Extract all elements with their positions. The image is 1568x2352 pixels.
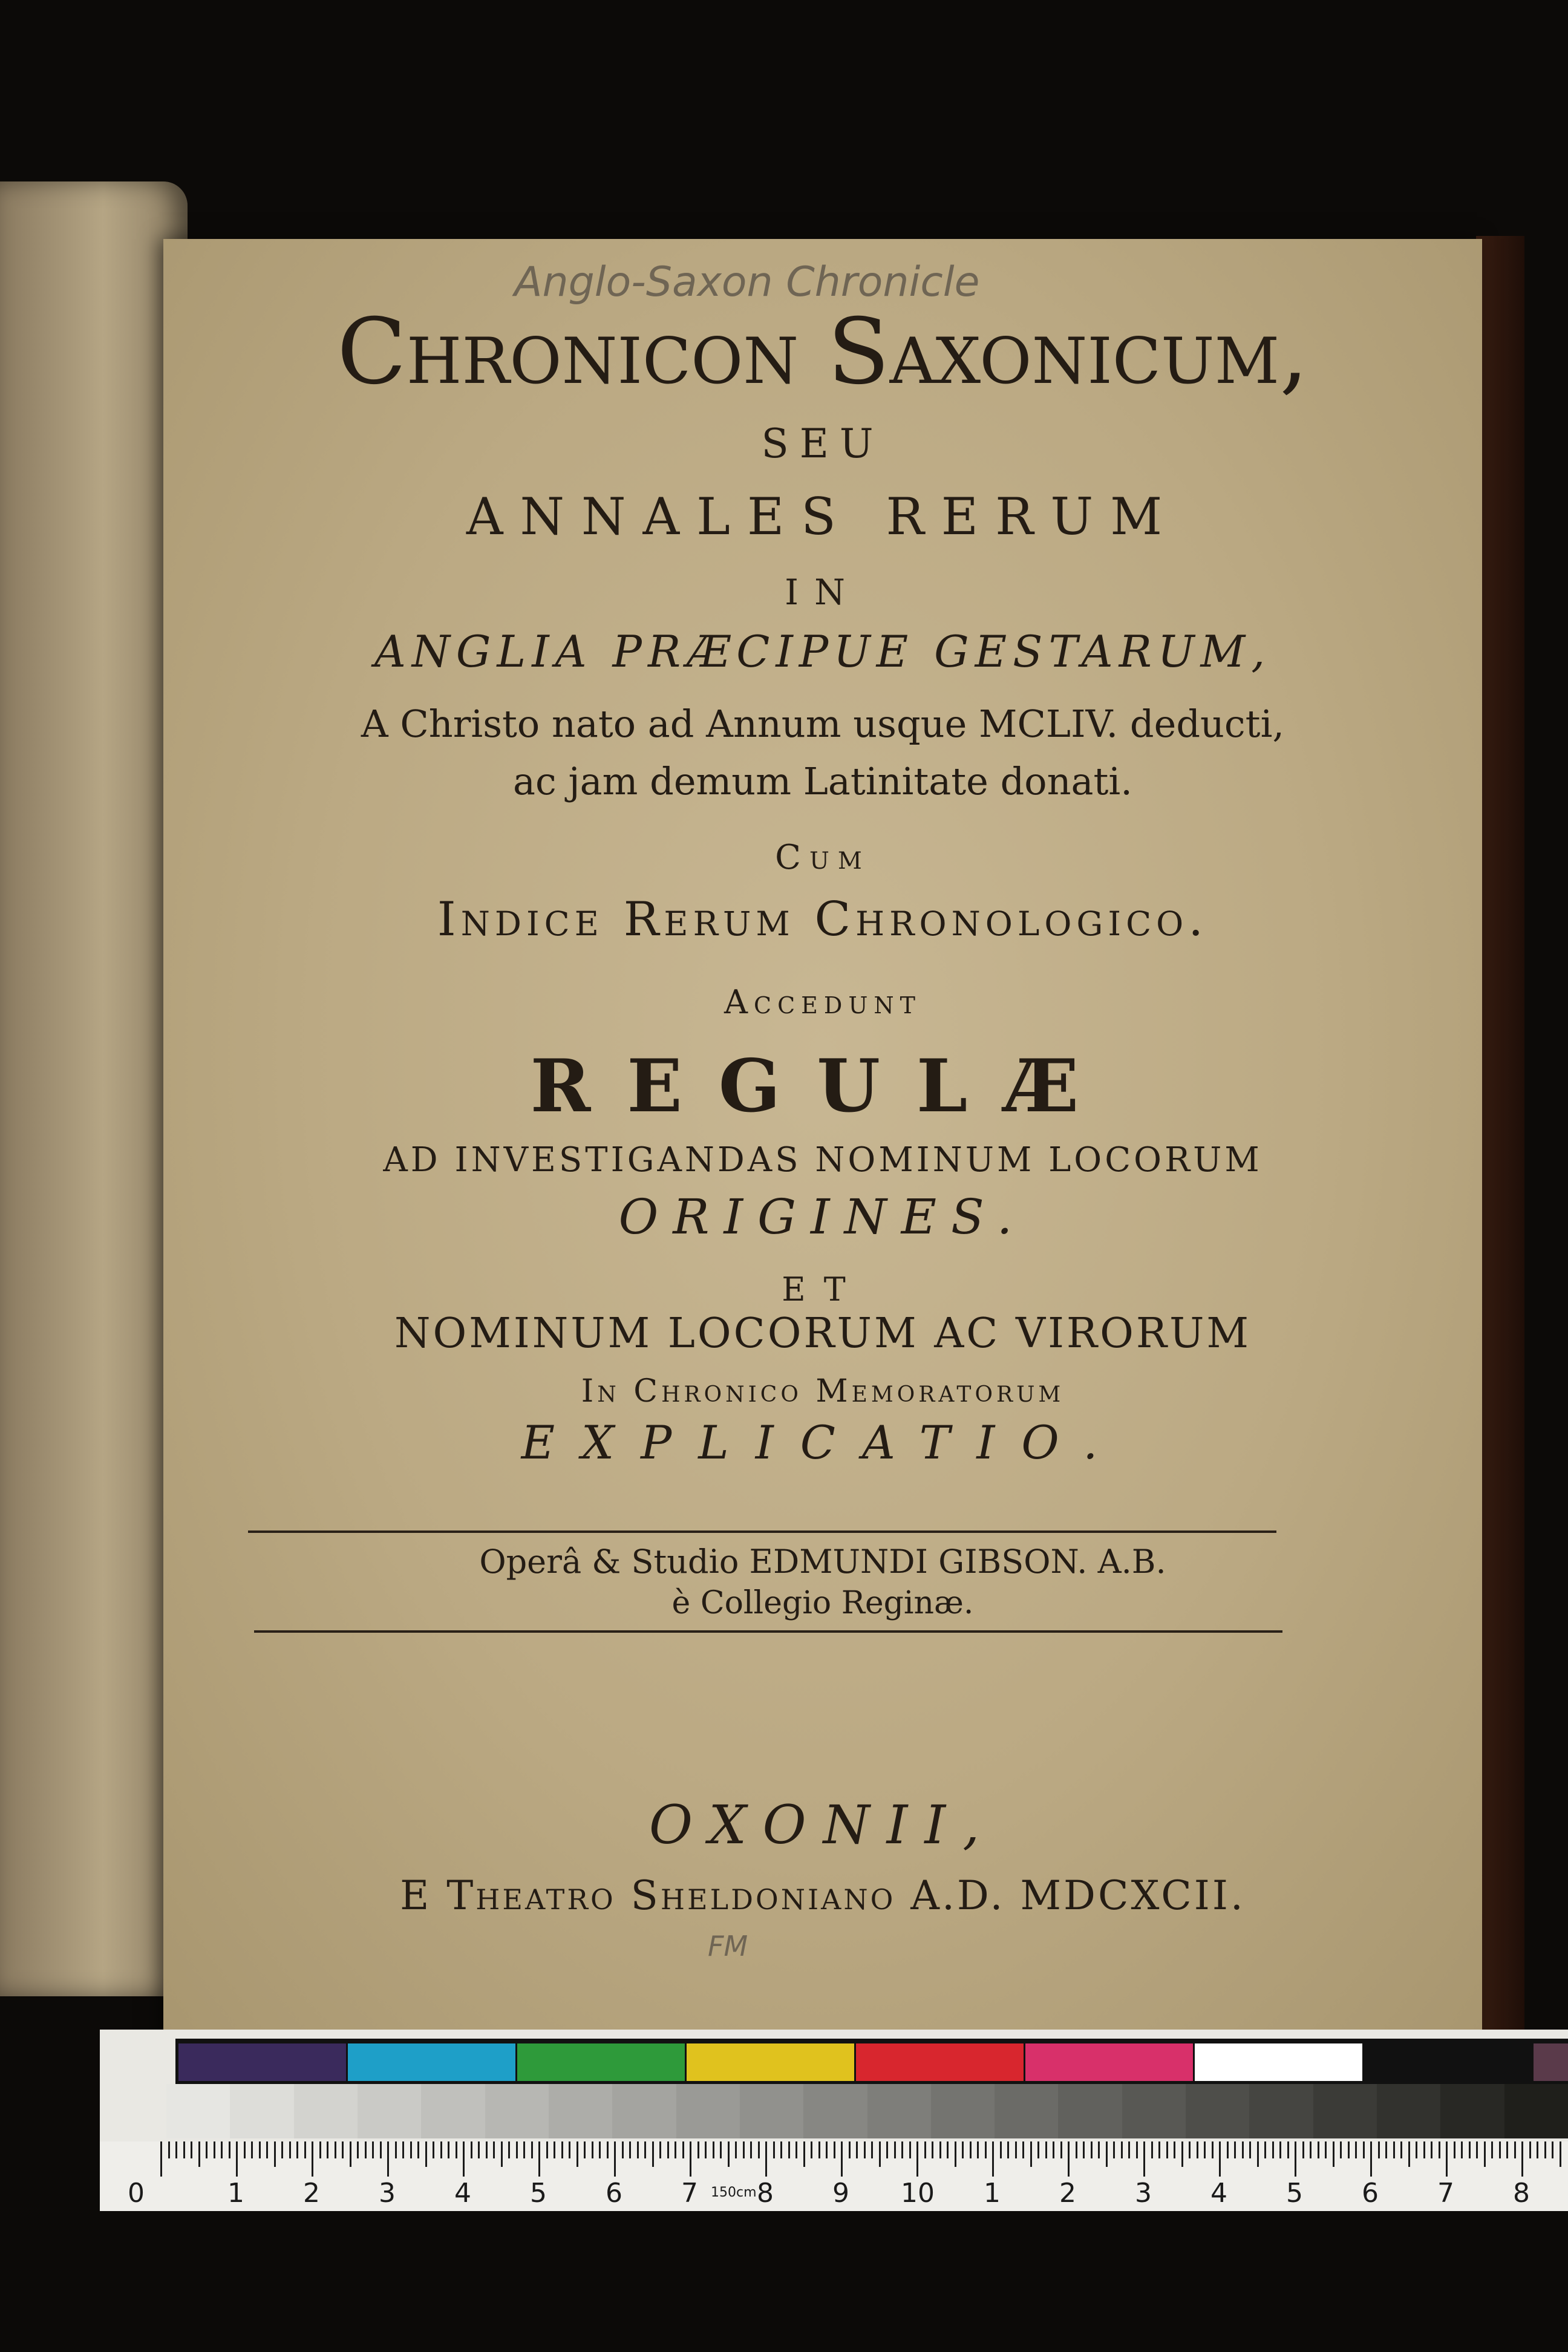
ruler-tick <box>682 2141 684 2158</box>
ruler-tick <box>1431 2141 1432 2158</box>
regulae: REGULÆ <box>530 1044 1116 1129</box>
gray-step <box>358 2084 422 2138</box>
ruler-tick <box>1166 2141 1168 2158</box>
ruler-label: 2 <box>1059 2178 1076 2209</box>
ruler-tick <box>259 2141 261 2158</box>
ruler-label: 5 <box>1286 2178 1303 2209</box>
ruler-tick <box>1091 2141 1093 2158</box>
annales-rerum: ANNALES RERUM <box>466 487 1180 546</box>
ruler-tick <box>1310 2141 1312 2158</box>
ruler-tick <box>1469 2141 1471 2158</box>
ruler-tick <box>728 2141 730 2167</box>
ruler-tick <box>266 2141 268 2158</box>
ruler-tick <box>546 2141 548 2158</box>
ruler-tick <box>1385 2141 1387 2158</box>
ruler-tick <box>221 2141 223 2158</box>
ruler-tick <box>1491 2141 1493 2158</box>
ruler-tick <box>1355 2141 1357 2158</box>
ruler-label: 1 <box>984 2178 1001 2209</box>
ruler-tick <box>296 2141 298 2158</box>
ruler-tick <box>1484 2141 1486 2167</box>
ruler-tick <box>735 2141 737 2158</box>
ruler-tick <box>1370 2141 1372 2177</box>
ruler-tick <box>773 2141 775 2158</box>
ruler-tick <box>864 2141 866 2158</box>
ruler-tick <box>1128 2141 1130 2158</box>
ruler-tick <box>1287 2141 1289 2158</box>
ruler-tick <box>1378 2141 1380 2158</box>
ruler-tick <box>1158 2141 1160 2158</box>
ruler-tick <box>932 2141 933 2158</box>
ruler-tick <box>1037 2141 1039 2158</box>
ruler-tick <box>1454 2141 1455 2158</box>
ruler-tick <box>955 2141 956 2167</box>
ruler-tick <box>750 2141 752 2158</box>
ruler-tick <box>365 2141 367 2158</box>
ruler-tick <box>788 2141 790 2158</box>
indice-line: Indice Rerum Chronologico. <box>437 892 1209 947</box>
cum: Cum <box>775 838 871 877</box>
ruler-tick <box>985 2141 987 2158</box>
ruler-tick <box>1015 2141 1017 2158</box>
color-swatch-strip <box>175 2039 1568 2087</box>
ruler-tick <box>523 2141 525 2158</box>
ruler-tick <box>1446 2141 1448 2177</box>
explicatio: EXPLICATIO. <box>521 1416 1125 1469</box>
color-swatch <box>1025 2043 1193 2081</box>
ruler-tick <box>992 2141 994 2177</box>
gray-step <box>1186 2084 1250 2138</box>
ruler-label: 2 <box>303 2178 320 2209</box>
ruler-tick <box>826 2141 828 2158</box>
ruler-tick <box>1068 2141 1070 2177</box>
ruler-label: 8 <box>1513 2178 1530 2209</box>
ruler-tick <box>1257 2141 1259 2167</box>
ruler-tick <box>1400 2141 1402 2158</box>
color-swatch <box>348 2043 515 2081</box>
ruler-tick <box>478 2141 480 2158</box>
opera-line: Operâ & Studio EDMUNDI GIBSON. A.B. <box>479 1543 1166 1581</box>
ruler-tick <box>622 2141 624 2158</box>
gray-step <box>1377 2084 1441 2138</box>
ruler-tick <box>743 2141 745 2158</box>
ruler-label: 3 <box>379 2178 396 2209</box>
ruler-tick <box>1408 2141 1410 2167</box>
ruler-tick <box>614 2141 616 2177</box>
origines: ORIGINES. <box>618 1189 1027 1245</box>
ruler-tick <box>1234 2141 1236 2158</box>
ruler-tick <box>493 2141 495 2158</box>
ruler-tick <box>637 2141 639 2158</box>
ruler-label: 8 <box>757 2178 774 2209</box>
ruler-tick <box>1333 2141 1334 2167</box>
ruler-tick <box>372 2141 374 2158</box>
ruler-tick <box>342 2141 344 2158</box>
color-swatch <box>687 2043 854 2081</box>
ruler-tick <box>652 2141 654 2167</box>
ruler-tick <box>803 2141 805 2167</box>
gray-step <box>931 2084 995 2138</box>
color-swatch <box>1195 2043 1362 2081</box>
ruler-tick <box>1499 2141 1501 2158</box>
ruler-label: 6 <box>606 2178 622 2209</box>
gray-step <box>1440 2084 1504 2138</box>
ruler-label: 7 <box>1437 2178 1454 2209</box>
ruler-tick <box>644 2141 646 2158</box>
anglia-line: ANGLIA PRÆCIPUE GESTARUM, <box>374 626 1272 677</box>
ruler-tick <box>183 2141 185 2158</box>
grayscale-strip <box>166 2084 1568 2138</box>
ruler-tick <box>1318 2141 1319 2158</box>
rule-top <box>248 1530 1276 1533</box>
ruler-tick <box>516 2141 518 2158</box>
oxonii: OXONII, <box>648 1794 997 1856</box>
ruler-tick <box>970 2141 972 2158</box>
ruler-tick <box>924 2141 926 2158</box>
ruler-tick <box>402 2141 404 2158</box>
ruler-label: 7 <box>681 2178 698 2209</box>
ruler-tick <box>577 2141 578 2167</box>
ruler-tick <box>440 2141 442 2158</box>
color-swatch <box>517 2043 685 2081</box>
ruler-tick <box>1363 2141 1365 2158</box>
ruler-tick <box>160 2141 162 2177</box>
left-page <box>0 181 188 1996</box>
ruler <box>100 2141 1568 2211</box>
gray-step <box>1122 2084 1186 2138</box>
ruler-tick <box>909 2141 911 2158</box>
ruler-tick <box>1529 2141 1531 2158</box>
ruler-tick <box>1325 2141 1327 2158</box>
ruler-tick <box>667 2141 669 2158</box>
ruler-tick <box>901 2141 903 2158</box>
ruler-tick <box>1552 2141 1553 2158</box>
ruler-tick <box>1242 2141 1244 2158</box>
color-swatch <box>1534 2043 1568 2081</box>
ruler-tick <box>977 2141 979 2158</box>
title: Chronicon Saxonicum, <box>337 299 1308 405</box>
ruler-tick <box>538 2141 540 2177</box>
ruler-tick <box>599 2141 601 2158</box>
ruler-tick <box>1197 2141 1198 2158</box>
ruler-tick <box>380 2141 382 2158</box>
ruler-tick <box>531 2141 533 2158</box>
ruler-tick <box>471 2141 472 2158</box>
ruler-tick <box>1098 2141 1100 2158</box>
ruler-tick <box>350 2141 351 2167</box>
ruler-tick <box>312 2141 313 2177</box>
ruler-tick <box>417 2141 419 2158</box>
ruler-tick <box>561 2141 563 2158</box>
ruler-label: 4 <box>454 2178 471 2209</box>
ruler-tick <box>947 2141 949 2158</box>
ruler-tick <box>592 2141 593 2158</box>
gray-step <box>166 2084 230 2138</box>
ruler-tick <box>1544 2141 1546 2158</box>
ruler-tick <box>849 2141 851 2158</box>
ruler-tick <box>387 2141 389 2177</box>
gray-step <box>995 2084 1059 2138</box>
nominum-line: NOMINUM LOCORUM AC VIRORUM <box>394 1310 1252 1357</box>
gray-step <box>1313 2084 1377 2138</box>
ruler-tick <box>1560 2141 1561 2167</box>
ruler-tick <box>1181 2141 1183 2167</box>
gray-step <box>549 2084 613 2138</box>
ruler-tick <box>811 2141 812 2158</box>
ruler-tick <box>425 2141 427 2167</box>
ruler-tick <box>508 2141 510 2158</box>
ruler-tick <box>1106 2141 1108 2167</box>
line-a: A Christo nato ad Annum usque MCLIV. deducti, <box>361 702 1285 746</box>
gray-step <box>676 2084 740 2138</box>
ruler-tick <box>1416 2141 1417 2158</box>
ruler-tick <box>1302 2141 1304 2158</box>
ruler-tick <box>191 2141 192 2158</box>
gray-step <box>294 2084 358 2138</box>
ruler-tick <box>1060 2141 1062 2158</box>
ruler-tick <box>697 2141 699 2158</box>
ruler-label: 3 <box>1135 2178 1152 2209</box>
ruler-tick <box>198 2141 200 2167</box>
ruler-tick <box>856 2141 858 2158</box>
ruler-tick <box>780 2141 782 2158</box>
ruler-tick <box>962 2141 964 2158</box>
ruler-tick <box>1219 2141 1221 2177</box>
theatro-line: E Theatro Sheldoniano A.D. MDCXCII. <box>400 1872 1246 1919</box>
gray-step <box>230 2084 294 2138</box>
gray-step <box>740 2084 804 2138</box>
ruler-tick <box>168 2141 170 2158</box>
ruler-tick <box>456 2141 457 2158</box>
ruler-tick <box>1264 2141 1266 2158</box>
ruler-tick <box>939 2141 941 2158</box>
ruler-tick <box>327 2141 328 2158</box>
in: IN <box>785 572 861 613</box>
gray-step <box>421 2084 485 2138</box>
ruler-tick <box>1423 2141 1425 2158</box>
ruler-tick <box>1249 2141 1251 2158</box>
et: ET <box>782 1270 864 1308</box>
ruler-tick <box>410 2141 412 2158</box>
color-swatch <box>856 2043 1024 2081</box>
ruler-tick <box>251 2141 253 2158</box>
ruler-tick <box>1537 2141 1538 2158</box>
ruler-tick <box>433 2141 434 2158</box>
ruler-tick <box>720 2141 722 2158</box>
ruler-tick <box>1121 2141 1123 2158</box>
gray-step <box>1504 2084 1568 2138</box>
ruler-label: 1 <box>227 2178 244 2209</box>
ruler-tick <box>1506 2141 1508 2158</box>
ruler-tick <box>304 2141 306 2158</box>
ruler-tick <box>319 2141 321 2158</box>
ruler-tick <box>584 2141 586 2158</box>
gray-step <box>1249 2084 1313 2138</box>
ruler-tick <box>659 2141 661 2158</box>
ruler-tick <box>1295 2141 1296 2177</box>
ruler-tick <box>1000 2141 1002 2158</box>
ruler-tick <box>879 2141 881 2167</box>
gray-step <box>1058 2084 1122 2138</box>
ruler-tick <box>1514 2141 1516 2158</box>
ruler-tick <box>236 2141 238 2177</box>
ruler-tick <box>569 2141 570 2158</box>
pencil-annotation: Anglo-Saxon Chronicle <box>514 258 980 306</box>
ruler-tick <box>206 2141 207 2158</box>
ruler-tick <box>886 2141 888 2158</box>
ruler-tick <box>1174 2141 1175 2158</box>
book-cover-edge <box>1476 236 1524 2039</box>
ruler-tick <box>1030 2141 1032 2167</box>
ruler-tick <box>607 2141 609 2158</box>
color-swatch <box>1364 2043 1532 2081</box>
ruler-tick <box>1007 2141 1009 2158</box>
ruler-tick <box>894 2141 896 2158</box>
ruler-tick <box>1204 2141 1206 2158</box>
rule-bottom <box>254 1630 1282 1633</box>
ruler-tick <box>1272 2141 1274 2158</box>
ruler-tick <box>357 2141 359 2158</box>
ruler-tick <box>1348 2141 1350 2158</box>
seu: SEU <box>761 420 884 467</box>
ad-investigandas: AD INVESTIGANDAS NOMINUM LOCORUM <box>383 1140 1263 1180</box>
ruler-tick <box>1022 2141 1024 2158</box>
in-chronico: In Chronico Memoratorum <box>581 1373 1065 1410</box>
ruler-tick <box>1227 2141 1229 2158</box>
ruler-tick <box>281 2141 283 2158</box>
ruler-unit: 150cm <box>711 2185 757 2200</box>
ruler-tick <box>1045 2141 1047 2158</box>
ruler-tick <box>175 2141 177 2158</box>
ruler-tick <box>675 2141 676 2158</box>
pencil-initials: FM <box>708 1930 748 1962</box>
ruler-tick <box>765 2141 767 2177</box>
ruler-label: 0 <box>128 2178 145 2209</box>
ruler-label: 6 <box>1362 2178 1379 2209</box>
ruler-label: 10 <box>901 2178 935 2209</box>
title-page <box>163 239 1482 2045</box>
ruler-label: 5 <box>530 2178 547 2209</box>
line-b: ac jam demum Latinitate donati. <box>513 759 1132 803</box>
ruler-tick <box>1461 2141 1463 2158</box>
ruler-tick <box>463 2141 465 2177</box>
ruler-tick <box>289 2141 291 2158</box>
gray-step <box>485 2084 549 2138</box>
ruler-tick <box>1083 2141 1085 2158</box>
ruler-tick <box>1136 2141 1138 2158</box>
ruler-tick <box>1340 2141 1342 2158</box>
ruler-tick <box>1393 2141 1395 2158</box>
ruler-tick <box>1151 2141 1153 2158</box>
ruler-tick <box>395 2141 397 2158</box>
ruler-tick <box>690 2141 691 2177</box>
gray-step <box>612 2084 676 2138</box>
ruler-tick <box>1189 2141 1191 2158</box>
ruler-tick <box>1143 2141 1145 2177</box>
ruler-tick <box>1113 2141 1115 2158</box>
ruler-tick <box>834 2141 835 2158</box>
ruler-tick <box>214 2141 215 2158</box>
gray-step <box>867 2084 932 2138</box>
ruler-tick <box>818 2141 820 2158</box>
collegio-line: è Collegio Reginæ. <box>671 1585 974 1621</box>
ruler-tick <box>1521 2141 1523 2177</box>
gray-step <box>803 2084 867 2138</box>
ruler-tick <box>1279 2141 1281 2158</box>
ruler-tick <box>795 2141 797 2158</box>
ruler-tick <box>229 2141 230 2158</box>
ruler-tick <box>1076 2141 1077 2158</box>
color-swatch <box>178 2043 346 2081</box>
ruler-tick <box>871 2141 873 2158</box>
ruler-tick <box>486 2141 488 2158</box>
ruler-tick <box>1439 2141 1440 2158</box>
ruler-tick <box>713 2141 714 2158</box>
ruler-tick <box>274 2141 276 2167</box>
ruler-tick <box>916 2141 918 2177</box>
ruler-tick <box>629 2141 631 2158</box>
ruler-tick <box>244 2141 246 2158</box>
ruler-tick <box>501 2141 503 2167</box>
ruler-tick <box>335 2141 336 2158</box>
ruler-tick <box>841 2141 843 2177</box>
ruler-label: 9 <box>832 2178 849 2209</box>
ruler-tick <box>1053 2141 1054 2158</box>
ruler-tick <box>758 2141 760 2158</box>
accedunt: Accedunt <box>724 983 921 1021</box>
ruler-tick <box>1212 2141 1214 2158</box>
ruler-tick <box>448 2141 449 2158</box>
ruler-tick <box>554 2141 555 2158</box>
ruler-tick <box>1476 2141 1478 2158</box>
ruler-label: 4 <box>1210 2178 1227 2209</box>
ruler-tick <box>705 2141 707 2158</box>
